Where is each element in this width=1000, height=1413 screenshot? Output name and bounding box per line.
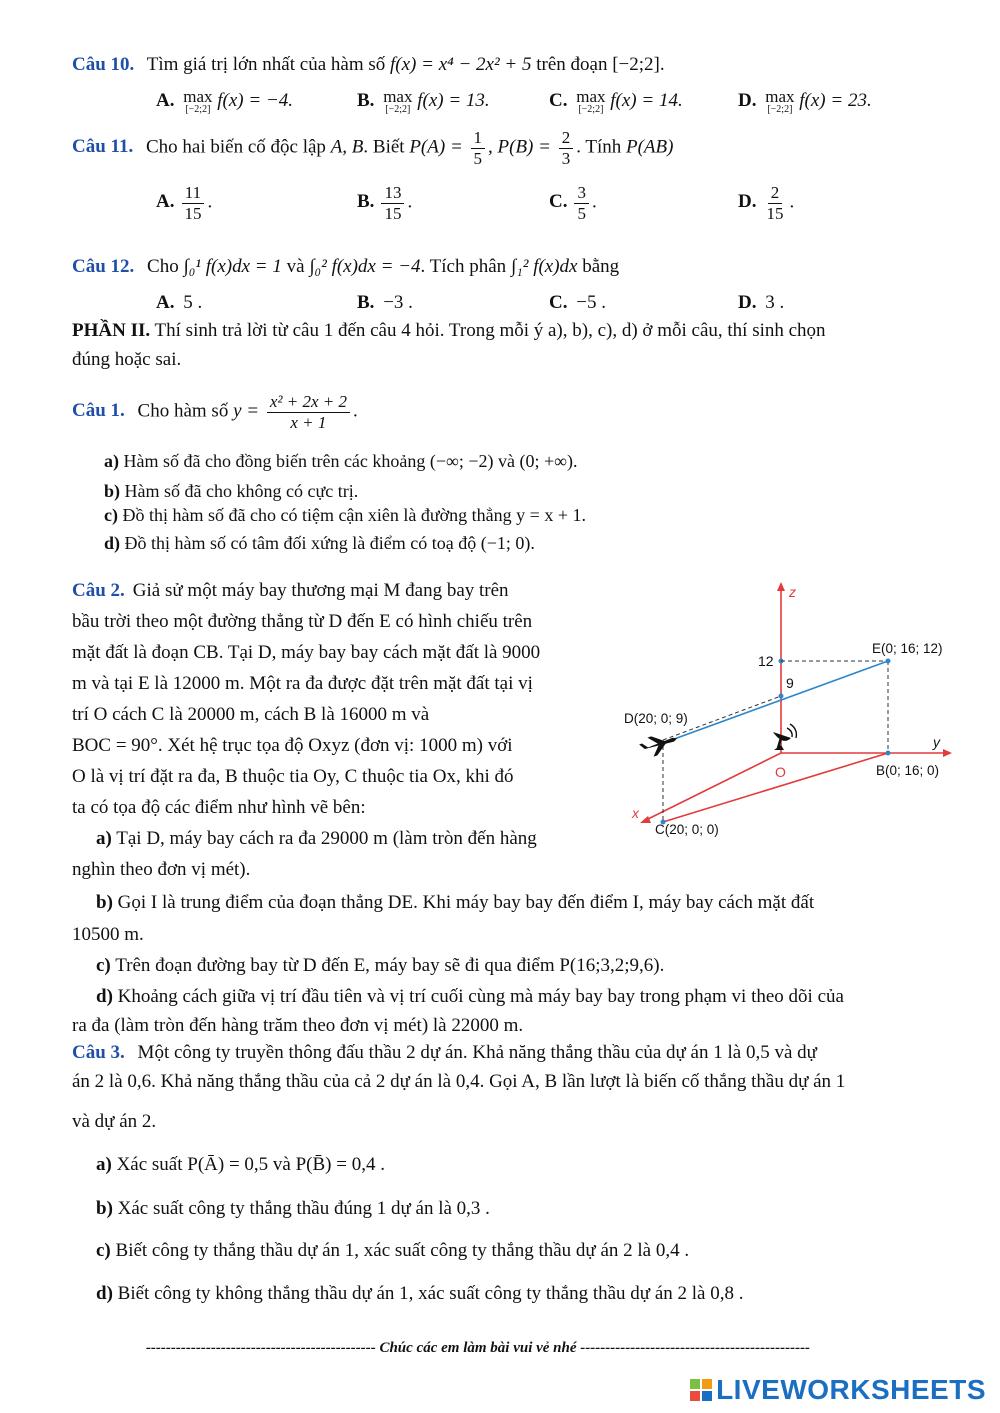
q11-pab: P(AB)	[626, 136, 674, 158]
c2-item-a-cont: nghìn theo đơn vị mét).	[72, 859, 251, 880]
item-text: Xác suất công ty thắng thầu đúng 1 dự án là 0,3 .	[117, 1198, 490, 1219]
q12-option-d[interactable]	[738, 292, 784, 314]
item-text: Đồ thị hàm số đã cho có tiệm cận xiên là đường thẳng y = x + 1.	[122, 505, 586, 525]
c2-label: Câu 2.	[72, 580, 125, 601]
item-text: Biết công ty thắng thầu dự án 1, xác suất công ty thắng thầu dự án 2 là 0,4 .	[115, 1240, 690, 1261]
option-value: 5 .	[183, 292, 203, 313]
option-letter: B.	[357, 89, 375, 111]
q11-pa-fraction: $\frac{1}{5}$	[471, 128, 486, 168]
q11-option-b[interactable]: B. $\frac{13}{15}$ .	[357, 183, 413, 223]
q10-stem	[72, 54, 665, 77]
label-c: C(20; 0; 0)	[655, 822, 719, 837]
item-letter: d)	[96, 1283, 113, 1304]
label-b: B(0; 16; 0)	[876, 763, 940, 778]
c1-label: Câu 1.	[72, 400, 125, 422]
q11-pb-fraction: $\frac{2}{3}$	[559, 128, 574, 168]
item-text: Hàm số đã cho đồng biến trên các khoảng (−∞; −2) và (0; +∞).	[123, 451, 578, 471]
label-e: E(0; 16; 12)	[872, 641, 943, 656]
tick-12-label: 12	[758, 653, 774, 669]
q12-integral-1: ∫₀¹ f(x)dx = 1	[183, 256, 282, 277]
item-letter: d)	[104, 533, 121, 553]
airplane-icon	[638, 729, 680, 760]
item-letter: b)	[96, 1198, 113, 1219]
option-letter: B.	[357, 191, 375, 213]
q12-label: Câu 12.	[72, 256, 135, 277]
q12-and: và	[286, 256, 305, 277]
c2-item-c[interactable]	[72, 951, 952, 981]
option-letter: D.	[738, 191, 757, 213]
c2-line-8: ta có tọa độ các điểm như hình vẽ bên:	[72, 797, 366, 818]
q11-stem	[72, 128, 673, 168]
option-value: −5 .	[576, 292, 606, 313]
part2-instruction: Thí sinh trả lời từ câu 1 đến câu 4 hỏi. Trong mỗi ý a), b), c), d) ở mỗi câu, thí sinh chọn	[154, 320, 826, 341]
item-text: Đồ thị hàm số có tâm đối xứng là điểm có toạ độ (−1; 0).	[124, 533, 535, 553]
q12-text-c: bằng	[582, 256, 620, 277]
option-value: 3 .	[765, 292, 785, 313]
option-expr: f(x) = 14.	[610, 89, 683, 111]
tick-9-label: 9	[786, 675, 794, 691]
q10-option-a[interactable]	[156, 88, 293, 115]
y-label: y	[933, 734, 940, 750]
option-fraction: $\frac{11}{15}$	[181, 183, 204, 223]
q11-pb: , P(B) =	[488, 136, 551, 158]
item-letter: c)	[96, 955, 111, 976]
z-label: z	[789, 584, 796, 600]
c2-line-4: m và tại E là 12000 m. Một ra đa được đặt trên mặt đất tại vị	[72, 673, 533, 694]
q10-option-c[interactable]	[549, 88, 683, 115]
c1-end: .	[352, 400, 358, 422]
x-arrow-icon	[640, 816, 651, 823]
part2-line2: đúng hoặc sai.	[72, 349, 182, 370]
c2-line-1	[72, 575, 607, 606]
q10-label: Câu 10.	[72, 54, 135, 75]
q10-interval: [−2;2].	[612, 54, 665, 75]
max-operator: max [−2;2]	[765, 87, 795, 115]
x-axis	[644, 753, 781, 821]
c2-item-b[interactable]	[72, 888, 952, 918]
item-letter: b)	[96, 892, 113, 913]
option-letter: A.	[156, 292, 175, 313]
option-fraction: $\frac{13}{15}$	[381, 183, 404, 223]
c3-item-b[interactable]	[96, 1198, 490, 1221]
item-text: Khoảng cách giữa vị trí đầu tiên và vị trí cuối cùng mà máy bay bay trong phạm vi theo dõi của	[117, 986, 844, 1007]
option-letter: C.	[549, 292, 568, 313]
q11-text-a: Cho hai biến cố độc lập	[146, 136, 326, 158]
liveworksheets-logo-icon	[690, 1379, 712, 1401]
q10-text-b: trên đoạn	[536, 54, 608, 75]
q12-option-b[interactable]	[357, 292, 413, 314]
liveworksheets-brand[interactable]	[690, 1374, 986, 1406]
option-fraction: $\frac{3}{5}$	[574, 183, 589, 223]
c1-item-d[interactable]	[104, 533, 535, 554]
item-letter: a)	[104, 451, 119, 471]
brand-text: LIVEWORKSHEETS	[716, 1374, 986, 1405]
option-value: −3 .	[383, 292, 413, 313]
c1-fraction: $\frac{\text{x² + 2x + 2}}{x + 1}$	[267, 392, 350, 432]
max-operator: max [−2;2]	[383, 87, 413, 115]
q12-text-b: . Tích phân	[420, 256, 507, 277]
c1-y: y =	[233, 400, 260, 422]
c3-item-d[interactable]	[96, 1283, 744, 1306]
c1-item-c[interactable]	[104, 505, 586, 526]
q10-option-b[interactable]	[357, 88, 490, 115]
q11-pa: P(A) =	[409, 136, 463, 158]
c3-item-a[interactable]	[96, 1154, 385, 1177]
option-fraction: $\frac{2}{15}$	[766, 183, 784, 223]
c1-item-b[interactable]	[104, 481, 358, 502]
item-letter: a)	[96, 1154, 112, 1175]
option-letter: D.	[738, 89, 757, 111]
option-letter: C.	[549, 89, 568, 111]
q11-label: Câu 11.	[72, 136, 134, 158]
q10-text-a: Tìm giá trị lớn nhất của hàm số	[146, 54, 386, 75]
c3-text-1: Một công ty truyền thông đấu thầu 2 dự án. Khả năng thắng thầu của dự án 1 là 0,5 và dự	[137, 1042, 817, 1063]
c3-item-c[interactable]	[96, 1240, 689, 1263]
footer-message: ---------------------------------------------- Chúc các em làm bài vui vẻ nhé ----------------------------------------------	[145, 1340, 811, 1356]
c1-item-a[interactable]	[104, 451, 578, 472]
q11-text-b: . Biết	[363, 136, 405, 158]
item-letter: c)	[104, 505, 118, 525]
radar-dish-icon	[773, 724, 796, 750]
item-letter: c)	[96, 1240, 111, 1261]
c2-line-6: BOC = 90°. Xét hệ trục tọa độ Oxyz (đơn vị: 1000 m) với	[72, 735, 513, 756]
part2-line1	[72, 320, 826, 343]
c2-item-a[interactable]	[72, 823, 607, 854]
q11-events: A, B	[330, 136, 364, 158]
item-text: Tại D, máy bay cách ra đa 29000 m (làm tròn đến hàng	[116, 828, 537, 849]
item-text: Biết công ty không thắng thầu dự án 1, xác suất công ty thắng thầu dự án 2 là 0,8 .	[117, 1283, 744, 1304]
origin-label: O	[775, 764, 786, 780]
item-letter: b)	[104, 481, 121, 501]
item-letter: d)	[96, 986, 113, 1007]
option-letter: C.	[549, 191, 568, 213]
option-expr: f(x) = −4.	[217, 89, 294, 111]
item-letter: a)	[96, 828, 112, 849]
max-operator: max [−2;2]	[576, 87, 606, 115]
label-d: D(20; 0; 9)	[624, 711, 688, 726]
c1-text-a: Cho hàm số	[137, 400, 229, 422]
option-letter: B.	[357, 292, 375, 313]
c3-line3: và dự án 2.	[72, 1111, 157, 1132]
c2-line-5: trí O cách C là 20000 m, cách B là 16000 m và	[72, 704, 430, 725]
point-e	[886, 659, 891, 664]
coordinate-figure	[618, 578, 958, 843]
c3-label: Câu 3.	[72, 1042, 125, 1063]
x-label: x	[632, 805, 639, 821]
c2-line-2: bầu trời theo một đường thẳng từ D đến E có hình chiếu trên	[72, 611, 533, 632]
c1-stem	[72, 392, 358, 432]
option-letter: A.	[156, 191, 175, 213]
max-operator: max [−2;2]	[183, 87, 213, 115]
point-b	[886, 751, 891, 756]
option-letter: D.	[738, 292, 757, 313]
item-text: Hàm số đã cho không có cực trị.	[124, 481, 359, 501]
flight-path-de	[666, 661, 888, 742]
option-expr: f(x) = 13.	[417, 89, 490, 111]
item-text: Trên đoạn đường bay từ D đến E, máy bay sẽ đi qua điểm P(16;3,2;9,6).	[115, 955, 665, 976]
y-arrow-icon	[943, 749, 952, 757]
item-text: Gọi I là trung điểm của đoạn thẳng DE. Khi máy bay bay đến điểm I, máy bay cách mặt đất	[117, 892, 815, 913]
c2-text: Giả sử một máy bay thương mại M đang bay trên	[132, 580, 509, 601]
q11-text-c: . Tính	[576, 136, 622, 158]
q10-option-d[interactable]	[738, 88, 872, 115]
c2-item-d-cont: ra đa (làm tròn đến hàng trăm theo đơn vị mét) là 22000 m.	[72, 1015, 524, 1036]
q11-option-a[interactable]: A. $\frac{11}{15}$ .	[156, 183, 213, 223]
c2-paragraph	[72, 575, 607, 885]
c2-item-d[interactable]	[72, 982, 952, 1012]
z-arrow-icon	[777, 582, 785, 591]
c2-item-b-cont: 10500 m.	[72, 924, 144, 945]
c2-line-3: mặt đất là đoạn CB. Tại D, máy bay bay cách mặt đất là 9000	[72, 642, 541, 663]
q12-integral-2: ∫₀² f(x)dx = −4	[309, 256, 421, 277]
q11-option-c[interactable]: C. $\frac{3}{5}$ .	[549, 183, 597, 223]
q12-integral-3: ∫₁² f(x)dx	[510, 256, 578, 277]
q10-function: f(x) = x⁴ − 2x² + 5	[390, 54, 532, 75]
c2-line-7: O là vị trí đặt ra đa, B thuộc tia Oy, C thuộc tia Ox, khi đó	[72, 766, 514, 787]
part2-title: PHẦN II.	[72, 320, 151, 341]
q12-option-a[interactable]	[156, 292, 202, 314]
item-text: Xác suất P(Ā) = 0,5 và P(B̄) = 0,4 .	[116, 1154, 385, 1175]
q12-text-a: Cho	[147, 256, 179, 277]
c3-line2: án 2 là 0,6. Khả năng thắng thầu của cả 2 dự án là 0,4. Gọi A, B lần lượt là biến cố thắng thầu dự án 1	[72, 1071, 846, 1092]
option-expr: f(x) = 23.	[799, 89, 872, 111]
q12-option-c[interactable]	[549, 292, 606, 314]
option-letter: A.	[156, 89, 175, 111]
c3-line1	[72, 1042, 817, 1065]
q11-option-d[interactable]: D. $\frac{2}{15}$ .	[738, 183, 795, 223]
q12-stem	[72, 256, 619, 279]
